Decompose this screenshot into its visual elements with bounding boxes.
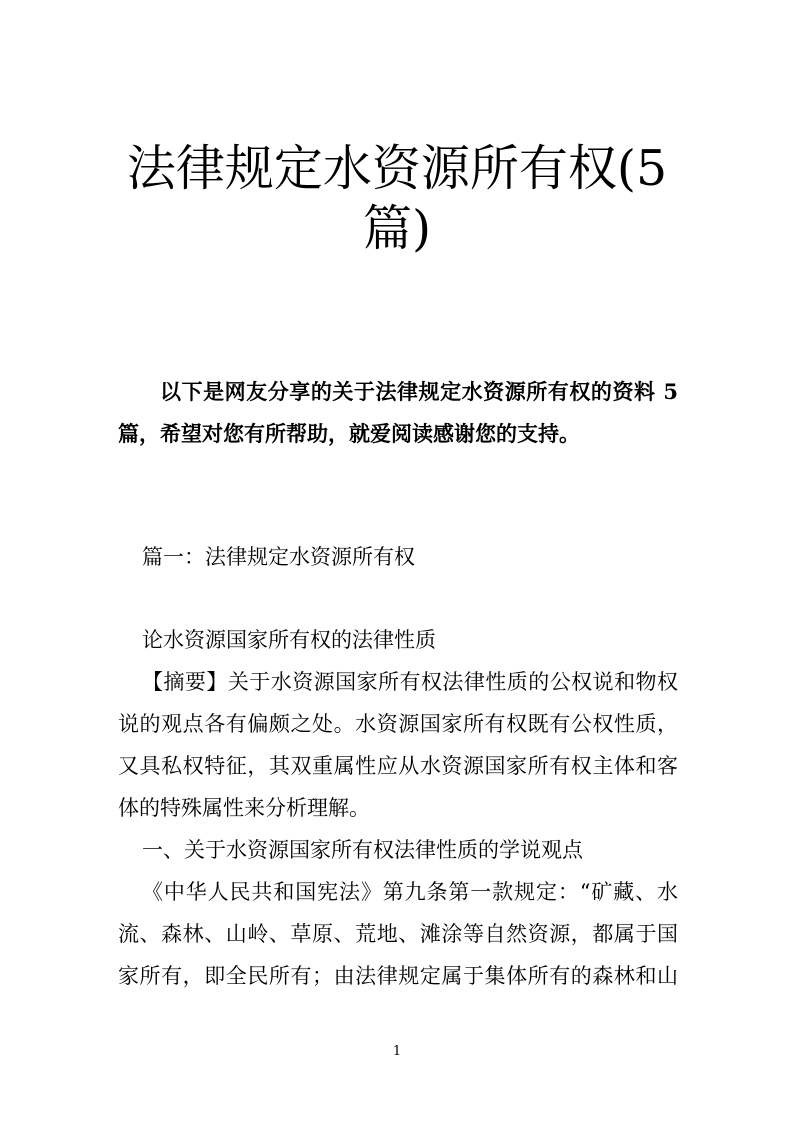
body-line-2: 流、森林、山岭、草原、荒地、滩涂等自然资源，都属于国 [118,922,678,946]
body-line-1: 《中华人民共和国宪法》第九条第一款规定：“矿藏、水 [142,880,678,904]
document-title-line-1: 法律规定水资源所有权(5 [126,140,668,197]
abstract-line-3: 又具私权特征，其双重属性应从水资源国家所有权主体和客 [118,754,678,778]
article-title: 论水资源国家所有权的法律性质 [142,628,436,652]
intro-line-2: 篇，希望对您有所帮助，就爱阅读感谢您的支持。 [118,421,580,446]
abstract-line-2: 说的观点各有偏颇之处。水资源国家所有权既有公权性质， [118,712,678,736]
section-heading: 一、关于水资源国家所有权法律性质的学说观点 [142,838,583,862]
abstract-line-4: 体的特殊属性来分析理解。 [118,796,370,820]
document-title-line-2: 篇) [362,200,432,257]
abstract-line-1: 【摘要】关于水资源国家所有权法律性质的公权说和物权 [142,670,678,694]
body-line-3: 家所有，即全民所有；由法律规定属于集体所有的森林和山 [118,964,678,988]
page-number: 1 [392,1044,402,1059]
intro-line-1: 以下是网友分享的关于法律规定水资源所有权的资料 5 [160,379,678,404]
chapter-heading: 篇一：法律规定水资源所有权 [142,545,415,569]
